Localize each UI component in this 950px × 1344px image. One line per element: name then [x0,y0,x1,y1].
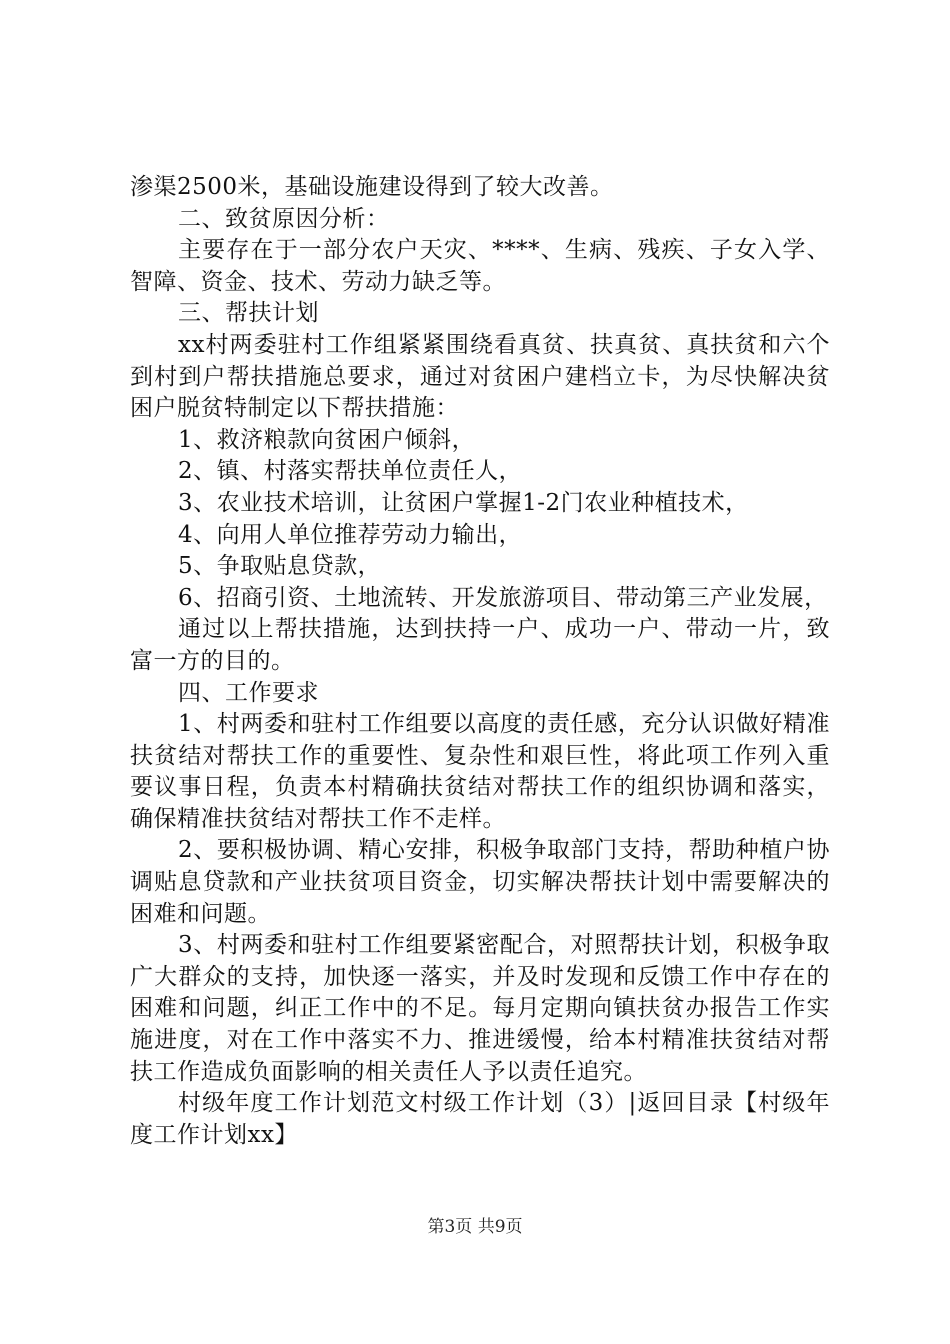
paragraph: 渗渠2500米，基础设施建设得到了较大改善。 [130,174,614,200]
paragraph: 村级年度工作计划范文村级工作计划（3）|返回目录【村级年度工作计划xx】 [130,1090,830,1148]
paragraph: 主要存在于一部分农户天灾、****、生病、残疾、子女入学、智障、资金、技术、劳动力缺乏等。 [130,237,830,295]
paragraph: 通过以上帮扶措施，达到扶持一户、成功一户、带动一片，致富一方的目的。 [130,616,830,674]
paragraph: 5、争取贴息贷款， [178,553,382,580]
page-footer: 第3页 共9页 [427,1217,523,1237]
paragraph: 四、工作要求 [178,679,319,706]
paragraph: 2、要积极协调、精心安排，积极争取部门支持，帮助种植户协调贴息贷款和产业扶贫项目资金，切实解决帮扶计划中需要解决的困难和问题。 [130,837,830,927]
paragraph: 三、帮扶计划 [178,300,319,327]
paragraph: 1、救济粮款向贫困户倾斜， [178,426,476,453]
paragraph: 3、农业技术培训，让贫困户掌握1-2门农业种植技术， [178,489,749,516]
paragraph: 2、镇、村落实帮扶单位责任人， [178,458,523,485]
paragraph: 4、向用人单位推荐劳动力输出， [178,521,523,548]
paragraph: 3、村两委和驻村工作组要紧密配合，对照帮扶计划，积极争取广大群众的支持，加快逐一落实，并及时发现和反馈工作中存在的困难和问题，纠正工作中的不足。每月定期向镇扶贫办报告工作实施进度，对在工作中落实不力、推进缓慢，给本村精准扶贫结对帮扶工作造成负面影响的相关责任人予以责任追究。 [130,932,830,1085]
paragraph: xx村两委驻村工作组紧紧围绕看真贫、扶真贫、真扶贫和六个到村到户帮扶措施总要求，通过对贫困户建档立卡，为尽快解决贫困户脱贫特制定以下帮扶措施： [130,331,830,422]
paragraph: 二、致贫原因分析： [178,205,390,232]
paragraph: 1、村两委和驻村工作组要以高度的责任感，充分认识做好精准扶贫结对帮扶工作的重要性、复杂性和艰巨性，将此项工作列入重要议事日程，负责本村精确扶贫结对帮扶工作的组织协调和落实，确保精准扶贫结对帮扶工作不走样。 [130,711,830,832]
paragraph: 6、招商引资、土地流转、开发旅游项目、带动第三产业发展， [178,584,828,611]
document-body [130,172,830,1151]
